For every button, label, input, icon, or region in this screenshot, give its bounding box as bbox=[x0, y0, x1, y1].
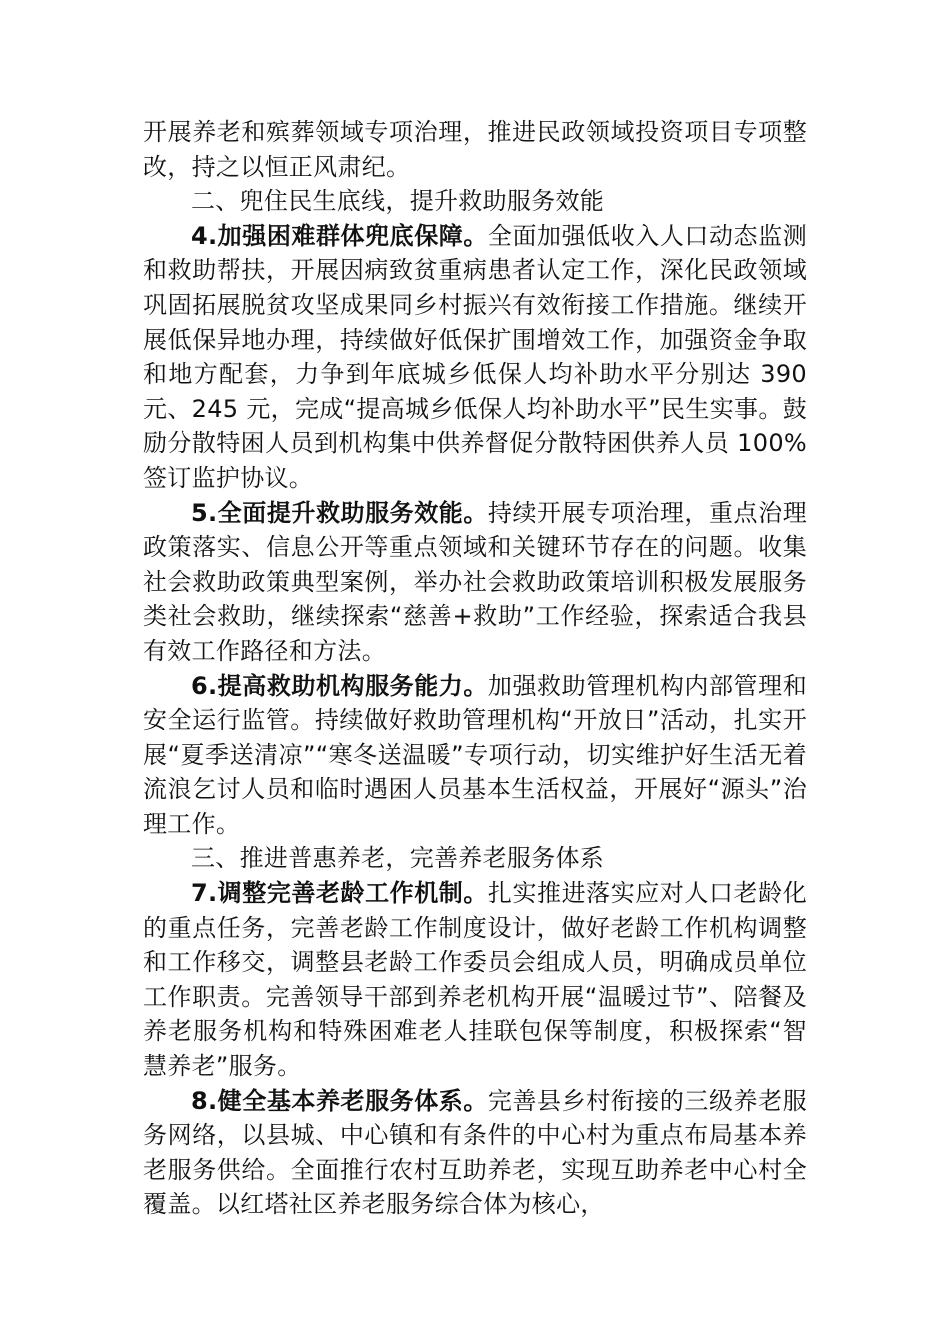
heading-text: 三、推进普惠养老，完善养老服务体系 bbox=[191, 844, 605, 873]
item-4-lead: 4.加强困难群体兜底保障。 bbox=[191, 221, 488, 250]
item-5-lead: 5.全面提升救助服务效能。 bbox=[191, 498, 488, 527]
paragraph-text: 开展养老和殡葬领域专项治理，推进民政领域投资项目专项整改，持之以恒正风肃纪。 bbox=[143, 118, 807, 181]
item-8-paragraph bbox=[143, 1084, 807, 1222]
item-8-text: 完善县乡村衔接的三级养老服务网络，以县城、中心镇和有条件的中心村为重点布局基本养老服务供给。全面推行农村互助养老，实现互助养老中心村全覆盖。以红塔社区养老服务综合体为核心， bbox=[143, 1086, 807, 1219]
section-heading-3 bbox=[143, 841, 807, 876]
item-4-text: 全面加强低收入人口动态监测和救助帮扶，开展因病致贫重病患者认定工作，深化民政领域巩固拓展脱贫攻坚成果同乡村振兴有效衔接工作措施。继续开展低保异地办理，持续做好低保扩围增效工作，加强资金争取和地方配套，力争到年底城乡低保人均补助水平分别达 390 元、245 元，完成“提高城乡低保人均补助水平”民生实事。鼓励分散特困人员到机构集中供养督促分散特困供养人员 100%签订监护协议。 bbox=[143, 221, 807, 492]
item-8-lead: 8.健全基本养老服务体系。 bbox=[191, 1086, 488, 1115]
item-7-lead: 7.调整完善老龄工作机制。 bbox=[191, 879, 488, 908]
item-6-paragraph bbox=[143, 669, 807, 842]
item-5-text: 持续开展专项治理，重点治理政策落实、信息公开等重点领域和关键环节存在的问题。收集社会救助政策典型案例，举办社会救助政策培训积极发展服务类社会救助，继续探索“慈善+救助”工作经验，探索适合我县有效工作路径和方法。 bbox=[143, 498, 807, 665]
document-page bbox=[143, 115, 807, 1222]
heading-text: 二、兜住民生底线，提升救助服务效能 bbox=[191, 187, 605, 216]
section-heading-2 bbox=[143, 184, 807, 219]
item-7-paragraph bbox=[143, 876, 807, 1084]
item-4-paragraph bbox=[143, 219, 807, 496]
item-6-lead: 6.提高救助机构服务能力。 bbox=[191, 671, 488, 700]
item-6-text: 加强救助管理机构内部管理和安全运行监管。持续做好救助管理机构“开放日”活动，扎实开展“夏季送清凉”“寒冬送温暖”专项行动，切实维护好生活无着流浪乞讨人员和临时遇困人员基本生活权益，开展好“源头”治理工作。 bbox=[143, 671, 807, 838]
item-5-paragraph bbox=[143, 496, 807, 669]
item-7-text: 扎实推进落实应对人口老龄化的重点任务，完善老龄工作制度设计，做好老龄工作机构调整和工作移交，调整县老龄工作委员会组成人员，明确成员单位工作职责。完善领导干部到养老机构开展“温暖过节”、陪餐及养老服务机构和特殊困难老人挂联包保等制度，积极探索“智慧养老”服务。 bbox=[143, 879, 807, 1081]
paragraph-intro bbox=[143, 115, 807, 184]
